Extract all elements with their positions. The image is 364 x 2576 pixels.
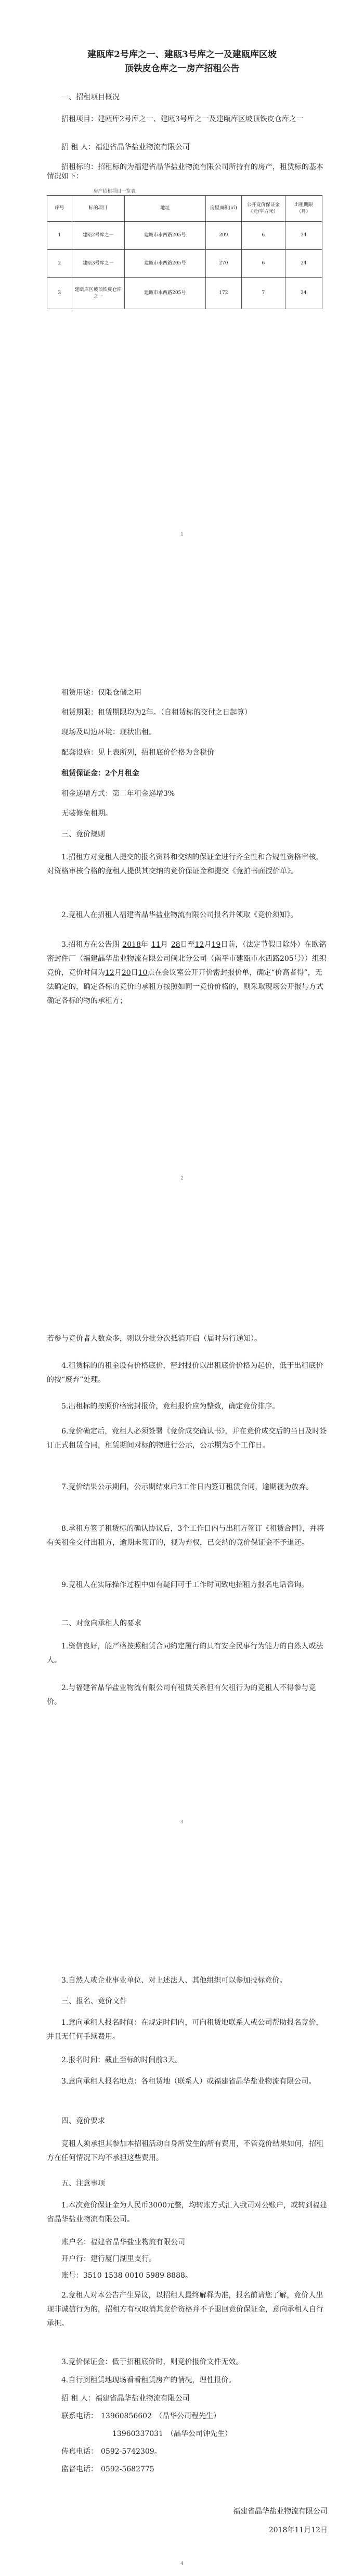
contact-phone-value: 13960856602: [101, 2412, 152, 2420]
s3-rule-6: 6.竞价确定后，竞租人必须签署《竞价成交确认书》，并在竞价成交后的当日及时签订正式租赁合同，租赁期间对标的物进行公示，公示期为5个工作日。: [47, 1427, 327, 1450]
document-title-line2: 顶铁皮仓库之一房产招租公告: [124, 64, 240, 74]
cell-no: 3: [47, 278, 72, 309]
s7-item-3: 3.竞价保证金：低于招租底价时，则竞价报价文件无效。: [61, 2358, 243, 2366]
s7-account-no: 账号：3510 1538 0010 5989 8888。: [61, 2272, 192, 2280]
cell-item: 建瓯2号库之一: [72, 222, 124, 250]
header-term: [285, 196, 322, 222]
fax-line: [61, 2447, 342, 2456]
s3-r3-time-dlabel: 日: [131, 969, 138, 977]
cell-deposit: 7: [241, 278, 285, 309]
page-number: 1: [180, 532, 184, 537]
s7-account-name: 账户名：福建省晶华盐业物流有限公司: [61, 2238, 185, 2247]
s3-rule-9: 9.竞租人在实际操作过程中如有疑问可于工作时间致电招租方报名电话咨询。: [61, 1581, 309, 1589]
s2-use: 租赁用途：仅限仓储之用: [61, 689, 141, 697]
s2-term: 租赁期限：租赁期限均为2年。（自租赁标的交付之日起算）: [61, 708, 252, 717]
s3-rule-3-cont: 若参与竞价者人数众多，则以分批分次抵消开启（届时另行通知）。: [47, 1335, 262, 1343]
contact-phone-2: [112, 2429, 364, 2439]
fax-value: 0592-5742309。: [101, 2447, 162, 2456]
s3-r3-mlabel: 月: [160, 941, 168, 949]
signature-company: 福建省晶华盐业物流有限公司: [233, 2507, 328, 2516]
s4-req-3: 3.自然人或企业事业单位、对上述法人、其他组织可以参加投标竞价。: [61, 1976, 287, 1985]
s3-rule-7: 7.竞价结果公示期间，公示期结束后3工作日内签订租赁合同，逾期视为放弃。: [61, 1483, 314, 1491]
section-1-heading: 一、招租项目概况: [61, 93, 120, 101]
cell-deposit: 6: [241, 250, 285, 278]
supervise-label: 监督电话：: [61, 2465, 98, 2473]
page-number: 2: [180, 1176, 184, 1181]
cell-deposit: 6: [241, 222, 285, 250]
contact-org: 招 租 人：福建省晶华盐业物流有限公司: [61, 2394, 190, 2403]
s3-r3-time-hour: 10: [138, 969, 148, 977]
cell-area: 270: [205, 250, 241, 278]
s5-item-1: 1.意向承租人报名时间：在规定时间内，可向租赁地联系人或公司帮助报名竞价，并且无任何手续费用。: [47, 2019, 323, 2041]
s2-deposit-heading: 租赁保证金：2个月租金: [61, 769, 139, 778]
s3-rule-8: 8.承租方签了租赁标的确认协议后，3个工作日内与出租方签订《租赁合同》，并将有关租金交付出租方，逾期未签订的，视为弃权，已交纳的竞价保证金不予退还。: [47, 1525, 324, 1547]
s2-increase: 租金递增方式：第二年租金递增3%: [61, 790, 175, 798]
s3-rule-3: [47, 938, 328, 1008]
s7-item-2: 2.竞租人对本公告产生异议，以招租人最终解释为准，报名前请您了解，竞价人出现非诚信行为的，招租方有权取消其竞价资格并不予退回竞价保证金，意向承租人自行承担。: [47, 2291, 323, 2328]
table-caption: 房产招租项目一览表: [93, 189, 136, 194]
s3-r3-time-month: 12: [105, 969, 114, 977]
document-title-line1: 建瓯库2号库之一、建瓯3号库之一及建瓯库区坡: [87, 49, 277, 60]
s3-rule-5: 5.出租标的按照价格密封报价，竞租报价应为整数，确定竞价排序。: [61, 1402, 280, 1411]
cell-no: 2: [47, 250, 72, 278]
s3-r3-time-day: 20: [121, 969, 131, 977]
s3-r3-after: 日前: [220, 941, 236, 949]
cell-addr: 建瓯市水西路205号: [124, 278, 205, 309]
contact-name: （晶华公司程先生）: [154, 2412, 220, 2420]
s5-item-3: 3.意向承租人报名地点：各租赁地（联系人）或福建省晶华盐业物流有限公司。: [61, 2077, 316, 2086]
table-row: [47, 278, 322, 309]
contact-phone-value: 13960337031: [112, 2430, 163, 2438]
s7-item-4: 4.自行到租赁地现场看看租赁房产的情况，理性报价。: [61, 2376, 236, 2384]
s3-r3-year: 2018: [122, 941, 141, 949]
page-1: [0, 0, 364, 644]
s4-req-2: 2.与福建省晶华盐业物流有限公司有租赁关系但有欠租行为的竞租人不得参与竞价。: [47, 1684, 316, 1706]
s1-project: 招租项目：建瓯库2号库之一、建瓯3号库之一及建瓯库区坡顶铁皮仓库之一: [61, 115, 304, 123]
s2-rentfree: 无装修免租期。: [61, 809, 112, 818]
s1-owner: 招 租 人：福建省晶华盐业物流有限公司: [61, 143, 190, 151]
contact-name: （晶华公司钟先生）: [166, 2430, 232, 2438]
s7-bank: 开户行：建行厦门湖里支行。: [61, 2255, 156, 2263]
s7-item-1: 1.本次竞价保证金为人民币3000元整，均转账方式汇入我司对公账户，或转到福建省晶华盐业物流有限公司。: [47, 2201, 327, 2224]
fax-label: 传真电话：: [61, 2447, 98, 2456]
s4-req-1: 1.资信良好，能严格按照租赁合同约定履行的具有安全民事行为能力的自然人或法人。: [47, 1642, 323, 1665]
contact-phone-1: [61, 2412, 342, 2421]
page-number: 4: [180, 2561, 184, 2567]
s2-facility: 配套设施：见上表所列，招租底价价格为含税价: [61, 748, 214, 757]
section-3-heading: 三、竞价规则: [61, 830, 105, 839]
cell-term: 24: [285, 278, 322, 309]
cell-item: 建瓯3号库之一: [72, 250, 124, 278]
section-5-heading: 三、报名、竞价文件: [61, 1997, 127, 2006]
signature-date: 2018年11月12日: [268, 2526, 328, 2534]
s5-item-2: 2.报名时间：截止至标的时间前3天。: [61, 2056, 183, 2064]
cell-area: 172: [205, 278, 241, 309]
s6-text: 竞租人须承担其参加本招租活动自身所发生的所有费用，不管竞价结果如何，招租方在任何情况下均不承担这些费用。: [47, 2140, 323, 2162]
s3-r3-ylabel: 年: [141, 941, 148, 949]
cell-term: 24: [285, 222, 322, 250]
table-row: [47, 222, 322, 250]
s3-r3-mid: 月: [204, 941, 212, 949]
table-row: [47, 250, 322, 278]
cell-item: 建瓯库区坡顶铁皮仓库之一: [72, 278, 124, 309]
page-2: [0, 644, 364, 1288]
s3-r3-day1: 28: [171, 941, 180, 949]
header-term-label: 出租期限: [294, 202, 313, 208]
header-addr: 地址: [124, 196, 205, 222]
page-4: [0, 1932, 364, 2576]
page-number: 3: [180, 1820, 184, 1825]
s3-rule-2: 2.竞租人在招租人福建省晶华盐业物流有限公司报名并领取《竞价须知》。: [61, 911, 298, 919]
s3-r3-rest: ，（法定节假日除外）在欧铭密封件厂（福建晶华盐业物流有限公司闽北分公司（南平市建瓯市水西路205号））组织竞价，竞价时间为: [47, 941, 327, 977]
s3-r3-prefix: 3.招租方在公告期: [61, 941, 120, 949]
s3-r3-month2: 12: [194, 941, 204, 949]
section-6-heading: 四、竞价要求: [61, 2117, 105, 2125]
header-no: 序号: [47, 196, 72, 222]
cell-addr: 建瓯市水西路205号: [124, 250, 205, 278]
header-area: 房屋面积(㎡): [205, 196, 241, 222]
supervise-value: 0592-5682775: [101, 2465, 154, 2473]
s3-rule-4: 4.租赁标的的租金设有价格底价，密封报价以出租底价价格为起价，低于出租底价的按“废弃”处理。: [47, 1362, 323, 1384]
cell-no: 1: [47, 222, 72, 250]
supervise-line: [61, 2465, 342, 2474]
section-4-heading: 二、对竞向承租人的要求: [61, 1619, 141, 1628]
table-header-row: [47, 196, 322, 222]
section-7-heading: 五、注意事项: [61, 2179, 105, 2188]
s3-rule-1: 1.招租方对竞租人提交的报名资料和交纳的保证金进行齐全性和合规性资格审核，对资格审核合格的竞租人提供其交纳的竞价保证金和提交《竞拍书面授价单》。: [47, 853, 323, 875]
s3-r3-dlabel: 日至: [180, 941, 195, 949]
header-item: 标的项目: [72, 196, 124, 222]
s1-desc: 招租标的：招租标的为福建省晶华盐业物流有限公司所持有的房产，租赁标的基本情况如下：: [47, 163, 323, 181]
s2-status: 现场及周边环境：现状出租。: [61, 728, 156, 737]
s3-r3-month1: 11: [151, 941, 161, 949]
header-deposit: 公开竞价保证金（元/平方米）: [241, 196, 285, 222]
s3-r3-tail: 点在会议室公开开价密封报价单，确定“价高者得”，无法确定的，确定各标的竞价的承租方按照如同一竞价价格的，则采取现场公开报号方式确定各标的物的承租方；: [47, 969, 323, 1005]
s3-r3-time-mlabel: 月: [114, 969, 122, 977]
contact-label: 联系电话：: [61, 2412, 98, 2420]
s3-r3-day2: 19: [211, 941, 221, 949]
cell-area: 209: [205, 222, 241, 250]
page-3: [0, 1288, 364, 1932]
cell-term: 24: [285, 250, 322, 278]
header-term-unit: （月）: [296, 209, 311, 214]
cell-addr: 建瓯市水西路205号: [124, 222, 205, 250]
property-table: [47, 195, 322, 309]
